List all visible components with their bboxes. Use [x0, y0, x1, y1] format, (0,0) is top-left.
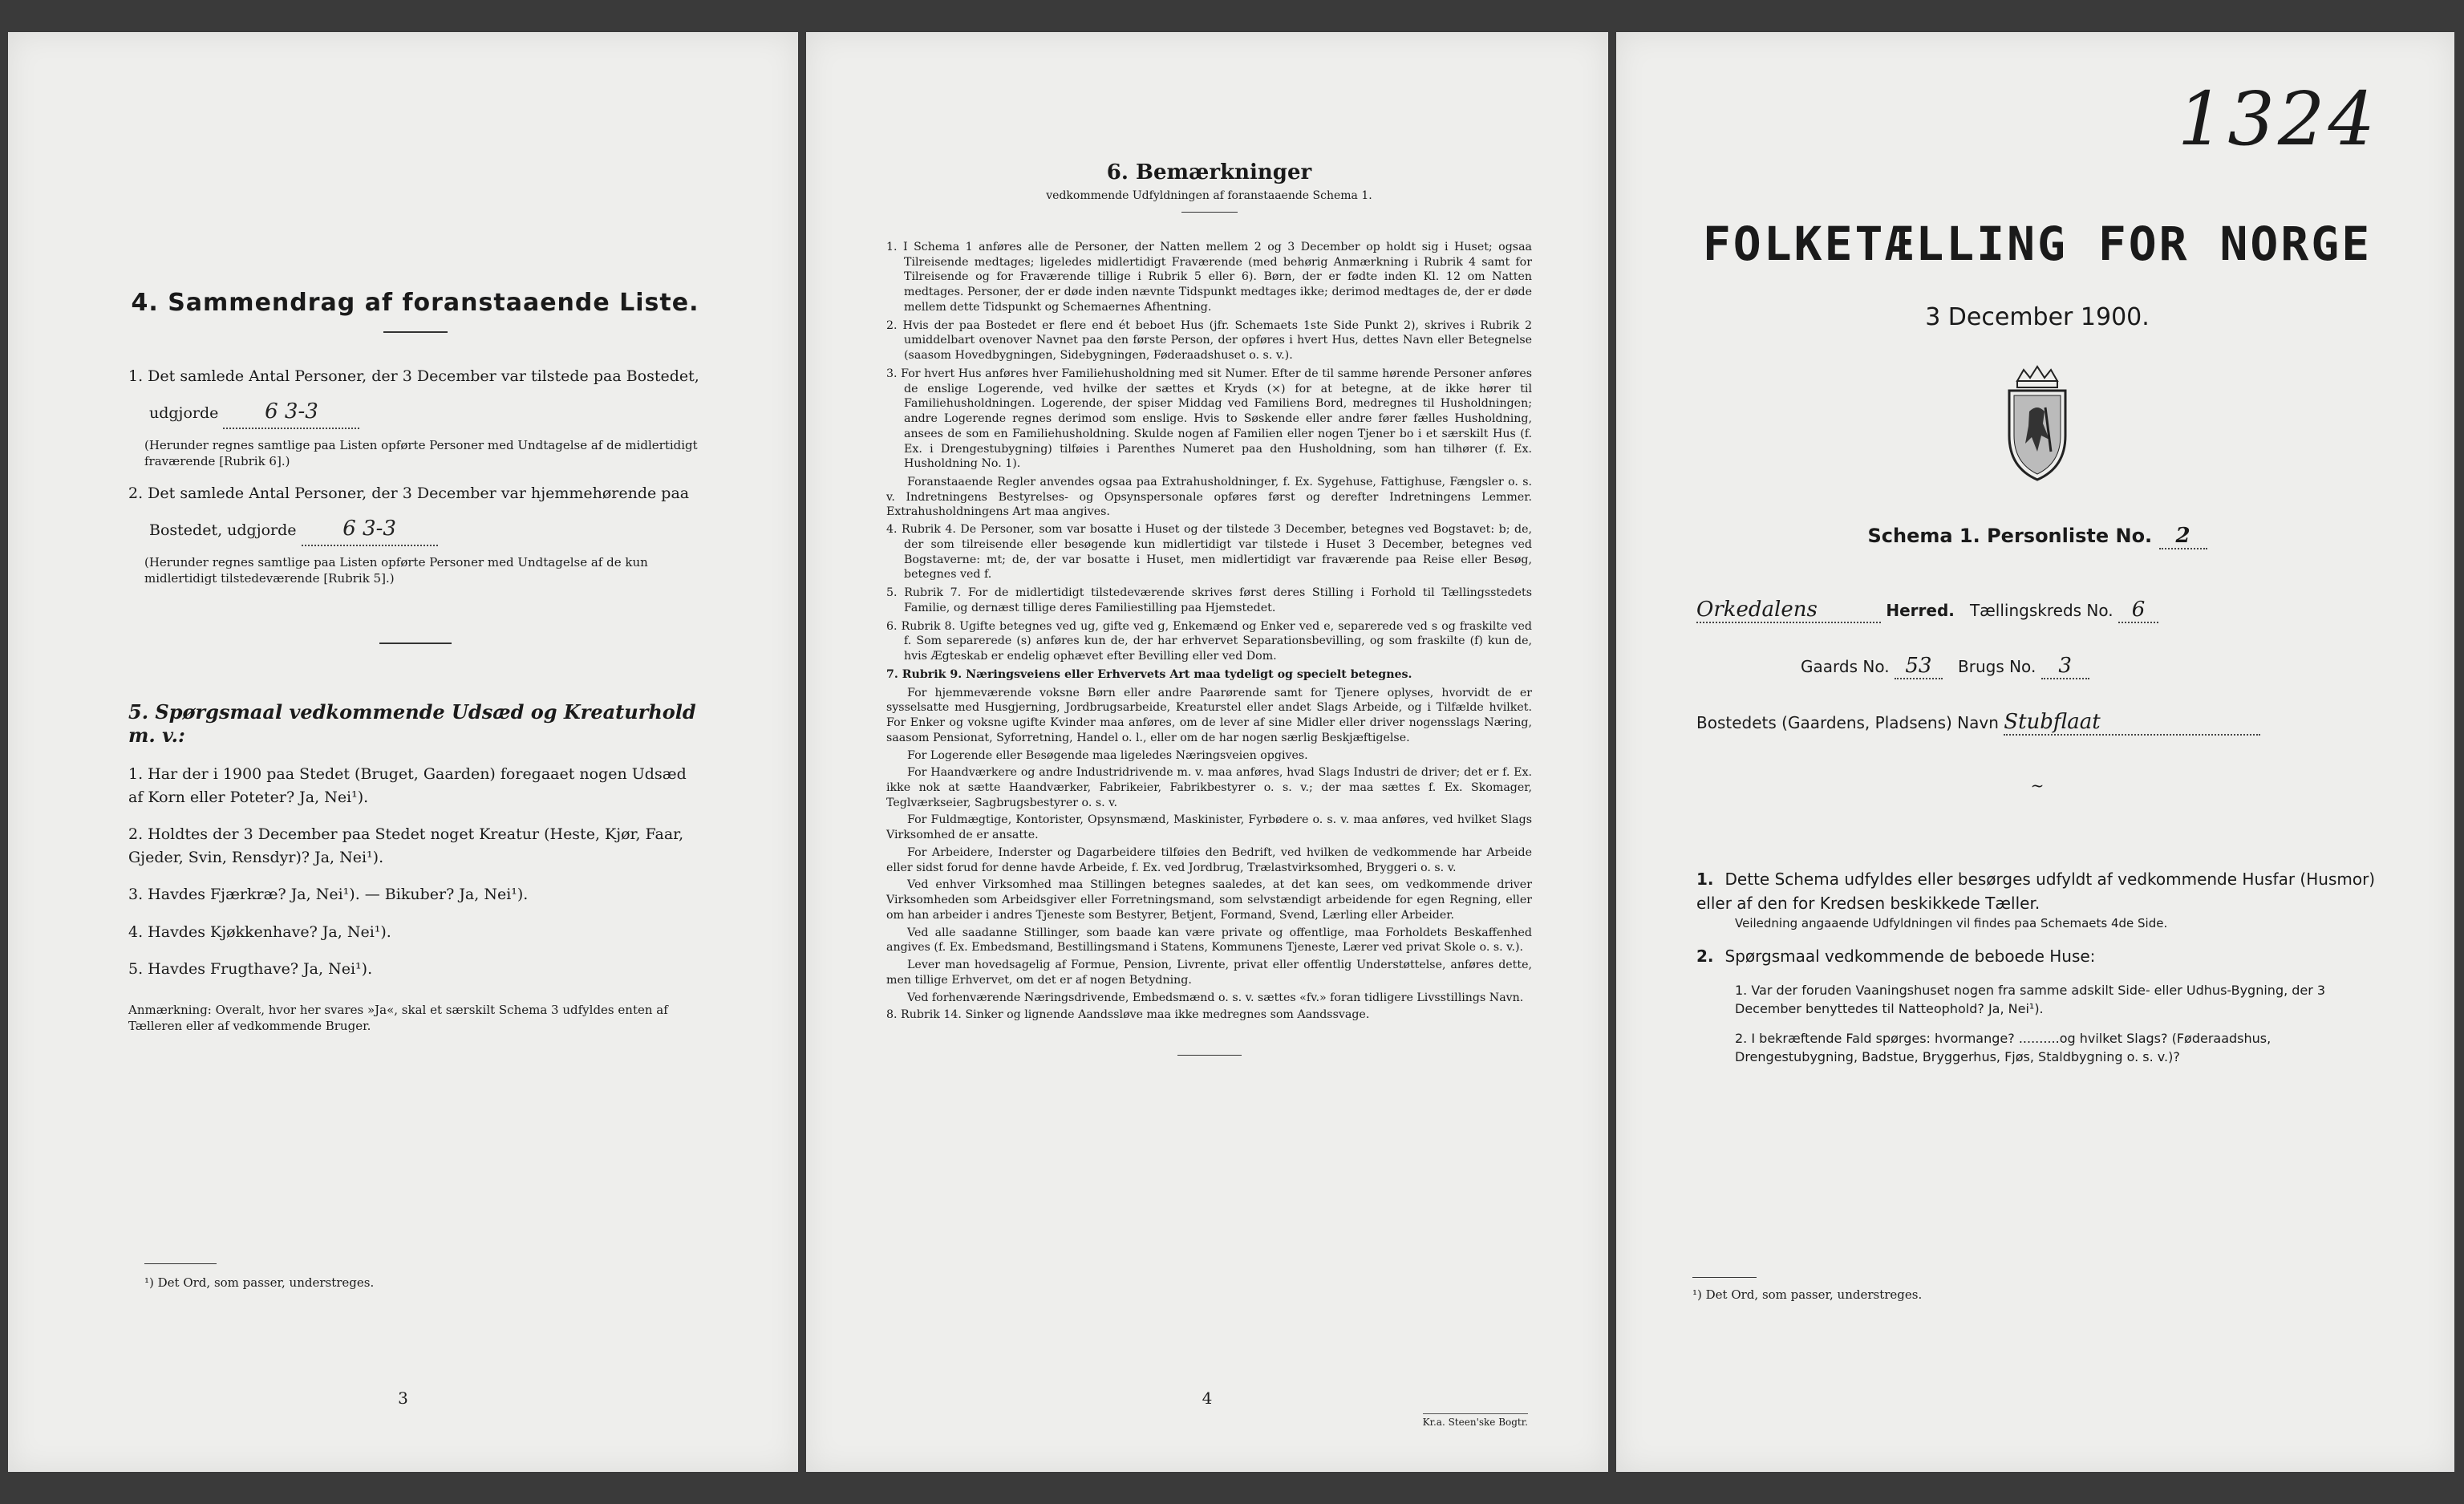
bosted-value: Stubflaat [2004, 710, 2260, 736]
page-middle [806, 32, 1608, 1472]
gaards-label: Gaards No. [1801, 657, 1890, 676]
schema-line [1696, 524, 2378, 549]
remark-item: For Arbeidere, Inderster og Dagarbeidere tilføies den Bedrift, ved hvilken de vedkommende har Arbeide eller sidst forud for denne havde Arbeide, f. Ex. ved Jordbrug, Trælastvirksomhed, Bryggeri o. s. v. [886, 845, 1532, 874]
remark-item: 6. Rubrik 8. Ugifte betegnes ved ug, gifte ved g, Enkemænd og Enker ved e, separerede ved s og fraskilte ved f. Som separerede (s) anføres kun de, der har erhvervet Separationsbevilling, og som fraskilte (f) kun de, hvis Ægteskab er endelig ophævet efter Bevilling eller ved Dom. [886, 619, 1532, 663]
question-item: 4. Havdes Kjøkkenhave? Ja, Nei¹). [128, 922, 391, 941]
instruction-2-q2: 2. I bekræftende Fald spørges: hvormange? ..........og hvilket Slags? (Føderaadshus, Drengestubygning, Badstue, Bryggerhus, Fjøs, Staldbygning o. s. v.)? [1735, 1031, 2272, 1065]
question-item: 1. Har der i 1900 paa Stedet (Bruget, Gaarden) foregaaet nogen Udsæd af Korn eller Poteter? Ja, Nei¹). [128, 765, 687, 806]
remarks-list [886, 240, 1532, 1023]
page-right [1616, 32, 2454, 1472]
question-item: 5. Havdes Frugthave? Ja, Nei¹). [128, 960, 373, 978]
instruction-1-text: Dette Schema udfyldes eller besørges udfyldt af vedkommende Husfar (Husmor) eller af den for Kredsen beskikkede Tæller. [1696, 870, 2376, 913]
summary-q1-note: (Herunder regnes samtlige paa Listen opførte Personer med Undtagelse af de midlertidigt fraværende [Rubrik 6].) [144, 437, 698, 468]
remark-item: For hjemmeværende voksne Børn eller andre Paarørende samt for Tjenere oplyses, hvorvidt de er sysselsatte med Husgjerning, Jordbrugsarbeide, Kreaturstel eller andet Slags Arbeide, og i Tilfælde hvilket. For Enker og voksne ugifte Kvinder maa anføres, om de lever af sine Midler eller driver nogensslags Næring, saasom Pensionat, Syforretning, Handel o. l., eller om de har nogen særlig Beskjæftigelse. [886, 686, 1532, 744]
divider [383, 331, 448, 333]
footnote: ¹) Det Ord, som passer, understreges. [1692, 1287, 1923, 1302]
schema-label: Schema 1. Personliste No. [1867, 525, 2153, 547]
instruction-1: 1. Dette Schema udfyldes eller besørges udfyldt af vedkommende Husfar (Husmor) eller af den for Kredsen beskikkede Tæller. [1696, 870, 2376, 913]
kreds-value: 6 [2118, 598, 2158, 623]
remark-item: 3. For hvert Hus anføres hver Familiehusholdning med sit Numer. Efter de til samme hørende Personer anføres de enslige Logerende, ved hvilke der sættes et Kryds (×) for at betegne, at de ikke hører til Familiehusholdningen. Logerende, der spiser Middag ved Familiens Bord, medregnes til Husholdningen; andre Logerende regnes derimod som enslige. Hvis to Søskende eller andre fører fælles Husholdning, ansees de som en Familiehusholdning. Skulde nogen af Familien eller nogen Tjener bo i et særskilt Hus (f. Ex. i Drengestubygning) tilføies i Parenthes Numeret paa den Husholdning, som han tilhører (f. Ex. Husholdning No. 1). [886, 367, 1532, 471]
brugs-value: 3 [2041, 654, 2089, 679]
remark-item: Ved alle saadanne Stillinger, som baade kan være private og offentlige, maa Forholdets Beskaffenhed angives (f. Ex. Embedsmand, Bestillingsmand i Statens, Kommunens Tjeneste, Lærer ved privat Skole o. s. v.). [886, 926, 1532, 955]
kreds-label: Tællingskreds No. [1969, 601, 2113, 620]
census-date: 3 December 1900. [1925, 303, 2150, 331]
remark-item: 2. Hvis der paa Bostedet er flere end ét beboet Hus (jfr. Schemaets 1ste Side Punkt 2), skrives i Rubrik 2 umiddelbart ovenover Navnet paa den første Person, der opføres i hvert Hus, dettes Navn eller Betegnelse (saasom Hovedbygningen, Sidebygningen, Føderaadshuset o. s. v.). [886, 318, 1532, 363]
footnote: ¹) Det Ord, som passer, understreges. [144, 1275, 375, 1290]
remark-item: 8. Rubrik 14. Sinker og lignende Aandssløve maa ikke medregnes som Aandssvage. [886, 1008, 1370, 1022]
divider [1177, 1055, 1242, 1056]
ornament: ~ [2030, 776, 2045, 795]
divider [1181, 212, 1238, 213]
remark-item: 1. I Schema 1 anføres alle de Personer, der Natten mellem 2 og 3 December op holdt sig i Huset; ogsaa Tilreisende medtages; ligeledes midlertidigt Fraværende (med behørig Anmærkning i Rubrik 4 samt for Tilreisende og for Fraværende tillige i Rubrik 5 eller 6). Børn, der er fødte inden Kl. 12 om Natten medtages. Personer, der er døde inden nævnte Tidspunkt medtages ikke; derimod medtages de, der er døde mellem dette Tidspunkt og Schemaernes Afhentning. [886, 241, 1532, 314]
personliste-number: 2 [2159, 524, 2207, 549]
remark-item: Ved forhenværende Næringsdrivende, Embedsmænd o. s. v. sættes «fv.» foran tidligere Livsstillings Navn. [907, 991, 1524, 1004]
instruction-2-text: Spørgsmaal vedkommende de beboede Huse: [1724, 946, 2096, 966]
anmaerkning-note: Anmærkning: Overalt, hvor her svares »Ja«, skal et særskilt Schema 3 udfyldes enten af Tælleren eller af vedkommende Bruger. [128, 1002, 668, 1033]
remark-item: 5. Rubrik 7. For de midlertidigt tilstedeværende skrives først deres Stilling i Forhold til Tællingsstedets Familie, og dernæst tillige deres Familiestilling paa Hjemstedet. [886, 586, 1532, 614]
question-item: 3. Havdes Fjærkræ? Ja, Nei¹). — Bikuber? Ja, Nei¹). [128, 886, 529, 903]
footnote-rule [144, 1263, 217, 1264]
remark-item: For Logerende eller Besøgende maa ligeledes Næringsveien opgives. [907, 748, 1308, 762]
page-left [8, 32, 798, 1472]
printer-credit: Kr.a. Steen'ske Bogtr. [1423, 1413, 1528, 1428]
census-title: FOLKETÆLLING FOR NORGE [1702, 217, 2373, 271]
brugs-label: Brugs No. [1958, 657, 2036, 676]
summary-q2-value: 6 3-3 [302, 513, 438, 546]
remark-item: For Haandværkere og andre Industridrivende m. v. maa anføres, hvad Slags Industri de driver; det er f. Ex. ikke nok at sætte Haandværker, Fabrikeier, Fabrikbestyrer o. s. v.; der maa sættes f. Ex. Skomager, Teglværkseier, Sagbrugsbestyrer o. s. v. [886, 766, 1532, 809]
footnote-rule [1692, 1277, 1757, 1278]
summary-q1: 1. Det samlede Antal Personer, der 3 December var tilstede paa Bostedet, [128, 367, 699, 385]
section5-title: 5. Spørgsmaal vedkommende Udsæd og Kreaturhold m. v.: [128, 700, 696, 747]
question-item: 2. Holdtes der 3 December paa Stedet noget Kreatur (Heste, Kjør, Faar, Gjeder, Svin, Rensdyr)? Ja, Nei¹). [128, 825, 684, 866]
summary-q1-label: udgjorde [149, 403, 219, 422]
page-number: 3 [398, 1388, 408, 1408]
remark-item: Lever man hovedsagelig af Formue, Pension, Livrente, privat eller offentlig Understøttelse, anføres dette, men tillige Erhvervet, om det er af nogen Betydning. [886, 959, 1532, 987]
divider [379, 643, 452, 644]
summary-q2-note: (Herunder regnes samtlige paa Listen opførte Personer med Undtagelse af de kun midlertidigt tilstedeværende [Rubrik 5].) [144, 554, 648, 586]
remark-item: Foranstaaende Regler anvendes ogsaa paa Extrahusholdninger, f. Ex. Sygehuse, Fattighuse, Fængsler o. s. v. Indretningens Bestyrelses- og Opsynspersonale opføres først og derefter Indretningens Lemmer. Extrahusholdningens Art maa angives. [886, 476, 1532, 519]
section6-subtitle: vedkommende Udfyldningen af foranstaaende Schema 1. [1046, 189, 1372, 202]
herred-label: Herred. [1886, 601, 1955, 620]
remark-item: Ved enhver Virksomhed maa Stillingen betegnes saaledes, at det kan sees, om vedkommende driver Virksomheden som Arbeidsgiver eller Forretningsmand, som selvstændigt arbeidende for egen Regning, eller om han arbeider i andres Tjeneste som Bestyrer, Betjent, Formand, Svend, Lærling eller Arbeider. [886, 878, 1532, 922]
section4-title: 4. Sammendrag af foranstaaende Liste. [131, 289, 699, 317]
coat-of-arms-icon [1993, 363, 2081, 484]
herred-value: Orkedalens [1696, 598, 1881, 623]
instruction-2: 2. Spørgsmaal vedkommende de beboede Huse: [1696, 946, 2096, 966]
summary-q2-label: Bostedet, udgjorde [149, 521, 297, 539]
archive-number: 1324 [2177, 76, 2378, 162]
summary-q1-value: 6 3-3 [223, 396, 359, 429]
remark-item: 4. Rubrik 4. De Personer, som var bosatte i Huset og der tilstede 3 December, betegnes ved Bogstavet: b; de, der som tilreisende eller besøgende kun midlertidigt var tilstede i Huset 3 December, betegnes ved Bogstaverne: mt; de, der var bosatte i Huset, men midlertidigt var fraværende paa Reise eller Besøg, betegnes ved f. [886, 523, 1532, 582]
instruction-2-q1: 1. Var der foruden Vaaningshuset nogen fra samme adskilt Side- eller Udhus-Bygning, der 3 December benyttedes til Natteophold? Ja, Nei¹). [1735, 982, 2326, 1016]
bosted-label: Bostedets (Gaardens, Pladsens) Navn [1696, 713, 1999, 732]
summary-q2: 2. Det samlede Antal Personer, der 3 December var hjemmehørende paa [128, 484, 690, 502]
gaards-value: 53 [1895, 654, 1943, 679]
page-number: 4 [1202, 1388, 1213, 1408]
instruction-1-note: Veiledning angaaende Udfyldningen vil findes paa Schemaets 4de Side. [1735, 916, 2168, 930]
remark-item: 7. Rubrik 9. Næringsveiens eller Erhvervets Art maa tydeligt og specielt betegnes. [886, 667, 1412, 681]
section6-title: 6. Bemærkninger [1106, 160, 1312, 184]
remark-item: For Fuldmægtige, Kontorister, Opsynsmænd, Maskinister, Fyrbødere o. s. v. maa anføres, ved hvilket Slags Virksomhed de er ansatte. [886, 813, 1532, 842]
